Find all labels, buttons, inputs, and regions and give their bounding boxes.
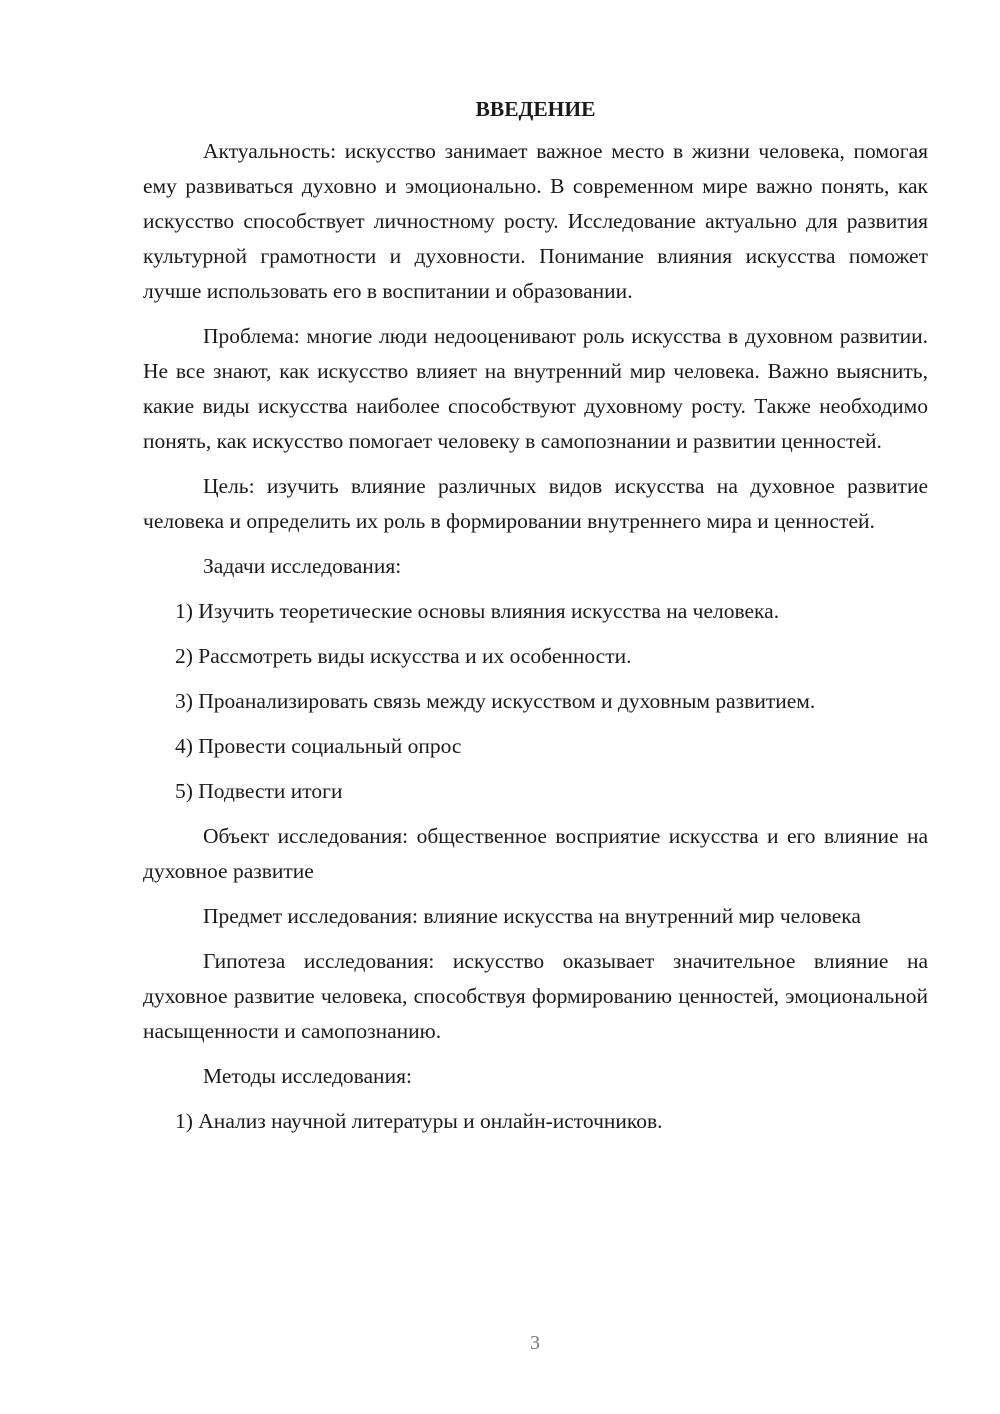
subject-paragraph: Предмет исследования: влияние искусства на внутренний мир человека [203, 904, 861, 928]
tasks-heading: Задачи исследования: [203, 554, 402, 578]
problem-paragraph: Проблема: многие люди недооценивают роль искусства в духовном развитии. Не все знают, как искусство влияет на внутренний мир человека. Важно выяснить, какие виды искусства наиболее способствуют духовному росту. Также необходимо понять, как искусство помогает человеку в самопознании и развитии ценностей. [143, 324, 928, 453]
object-paragraph: Объект исследования: общественное восприятие искусства и его влияние на духовное развитие [143, 824, 928, 883]
relevance-paragraph: Актуальность: искусство занимает важное место в жизни человека, помогая ему развиваться духовно и эмоционально. В современном мире важно понять, как искусство способствует личностному росту. Исследование актуально для развития культурной грамотности и духовности. Понимание влияния искусства поможет лучше использовать его в воспитании и образовании. [143, 139, 928, 303]
page-number: 3 [530, 1332, 540, 1354]
hypothesis-paragraph: Гипотеза исследования: искусство оказывает значительное влияние на духовное развитие человека, способствуя формированию ценностей, эмоциональной насыщенности и самопознанию. [143, 949, 928, 1043]
methods-heading: Методы исследования: [203, 1064, 412, 1088]
list-item: 1) Анализ научной литературы и онлайн-источников. [175, 1109, 663, 1133]
document-body [143, 94, 928, 1149]
page-title: ВВЕДЕНИЕ [475, 97, 596, 121]
goal-paragraph: Цель: изучить влияние различных видов искусства на духовное развитие человека и определить их роль в формировании внутреннего мира и ценностей. [143, 474, 928, 533]
list-item: 1) Изучить теоретические основы влияния искусства на человека. [175, 599, 780, 623]
list-item: 4) Провести социальный опрос [175, 734, 462, 758]
list-item: 5) Подвести итоги [175, 779, 343, 803]
list-item: 3) Проанализировать связь между искусством и духовным развитием. [175, 689, 816, 713]
tasks-list [143, 594, 928, 809]
methods-list [143, 1104, 928, 1139]
list-item: 2) Рассмотреть виды искусства и их особенности. [175, 644, 632, 668]
